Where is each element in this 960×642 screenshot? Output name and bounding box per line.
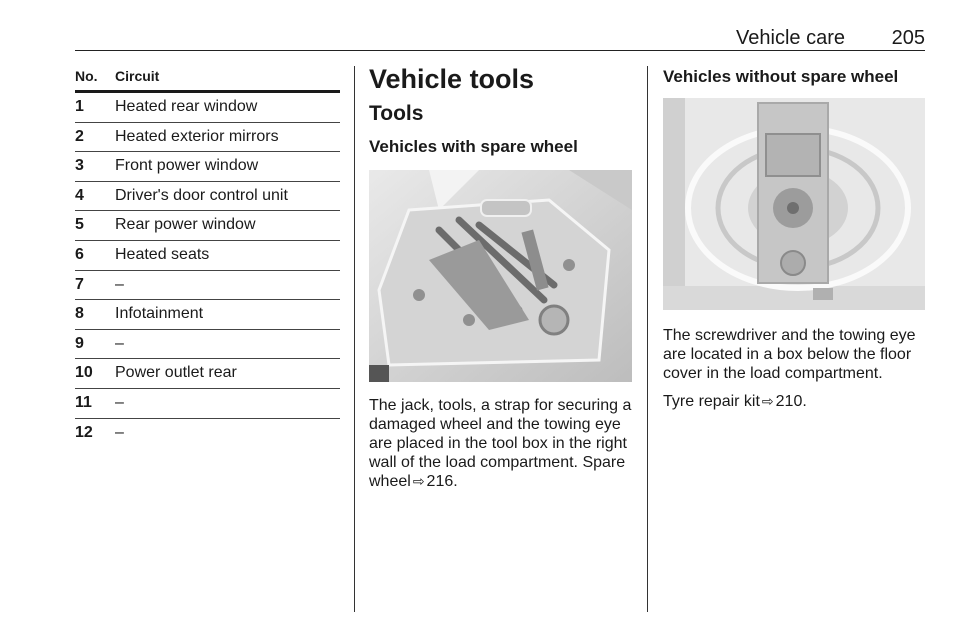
- tool-box-photo: [369, 170, 632, 382]
- fuse-circuit: Power outlet rear: [115, 364, 237, 382]
- fuse-number: 1: [75, 98, 84, 115]
- reference-arrow-icon: ⇨: [761, 393, 774, 409]
- spare-wheel-page-link[interactable]: 216.: [426, 473, 458, 490]
- fuse-circuit: –: [115, 275, 124, 293]
- floor-box-photo: [663, 98, 925, 310]
- table-row: [75, 152, 340, 182]
- table-row: [75, 300, 340, 330]
- with-spare-text: [369, 396, 634, 491]
- fuse-circuit: Infotainment: [115, 305, 204, 323]
- header-no: No.: [75, 68, 98, 84]
- section-title: Vehicle care: [736, 27, 845, 49]
- fuse-table: [75, 64, 340, 447]
- with-spare-body: The jack, tools, a strap for securing a damaged wheel and the towing eye are placed in the tool box in the right wall of the load compartment. Spare wheel: [369, 397, 632, 490]
- fuse-circuit: Heated exterior mirrors: [115, 127, 279, 145]
- table-row: [75, 123, 340, 153]
- fuse-number: 2: [75, 127, 84, 145]
- fuse-number: 9: [75, 334, 84, 352]
- fuse-circuit: –: [115, 334, 124, 352]
- fuse-circuit: Driver's door control unit: [115, 186, 288, 204]
- fuse-number: 3: [75, 157, 84, 175]
- with-spare-heading: Vehicles with spare wheel: [369, 137, 578, 156]
- header-circuit: Circuit: [115, 68, 160, 84]
- table-row: [75, 211, 340, 241]
- tyre-repair-ref: [663, 392, 925, 411]
- fuse-number: 11: [75, 393, 92, 411]
- fuse-number: 4: [75, 186, 84, 204]
- reference-arrow-icon: ⇨: [412, 473, 425, 489]
- table-row: [75, 389, 340, 419]
- vehicle-tools-section: [369, 62, 634, 491]
- table-row: [75, 182, 340, 212]
- without-spare-section: [663, 64, 925, 411]
- tyre-repair-label: Tyre repair kit: [663, 393, 760, 410]
- subsection-heading: Tools: [369, 102, 424, 125]
- fuse-number: 7: [75, 275, 84, 293]
- fuse-circuit: –: [115, 393, 124, 411]
- column-divider: [647, 66, 648, 612]
- without-spare-text: The screwdriver and the towing eye are located in a box below the floor cover in the load compartment.: [663, 327, 916, 382]
- table-row: [75, 241, 340, 271]
- fuse-number: 10: [75, 364, 93, 382]
- page-header: [75, 26, 925, 51]
- without-spare-heading: Vehicles without spare wheel: [663, 67, 899, 86]
- column-divider: [354, 66, 355, 612]
- fuse-circuit: Rear power window: [115, 216, 256, 234]
- fuse-circuit: –: [115, 423, 124, 441]
- fuse-number: 5: [75, 216, 84, 234]
- fuse-circuit: Front power window: [115, 157, 259, 175]
- tyre-repair-page-link[interactable]: 210.: [775, 393, 807, 410]
- table-header: [75, 64, 340, 93]
- fuse-circuit: Heated seats: [115, 245, 210, 263]
- table-row: [75, 271, 340, 301]
- table-row: [75, 330, 340, 360]
- table-row: [75, 359, 340, 389]
- fuse-number: 12: [75, 423, 93, 441]
- page-number: 205: [891, 27, 925, 49]
- fuse-circuit: Heated rear window: [115, 98, 258, 115]
- table-row: [75, 419, 340, 448]
- table-row: [75, 93, 340, 123]
- section-heading: Vehicle tools: [369, 64, 535, 94]
- fuse-number: 6: [75, 245, 84, 263]
- fuse-number: 8: [75, 305, 84, 323]
